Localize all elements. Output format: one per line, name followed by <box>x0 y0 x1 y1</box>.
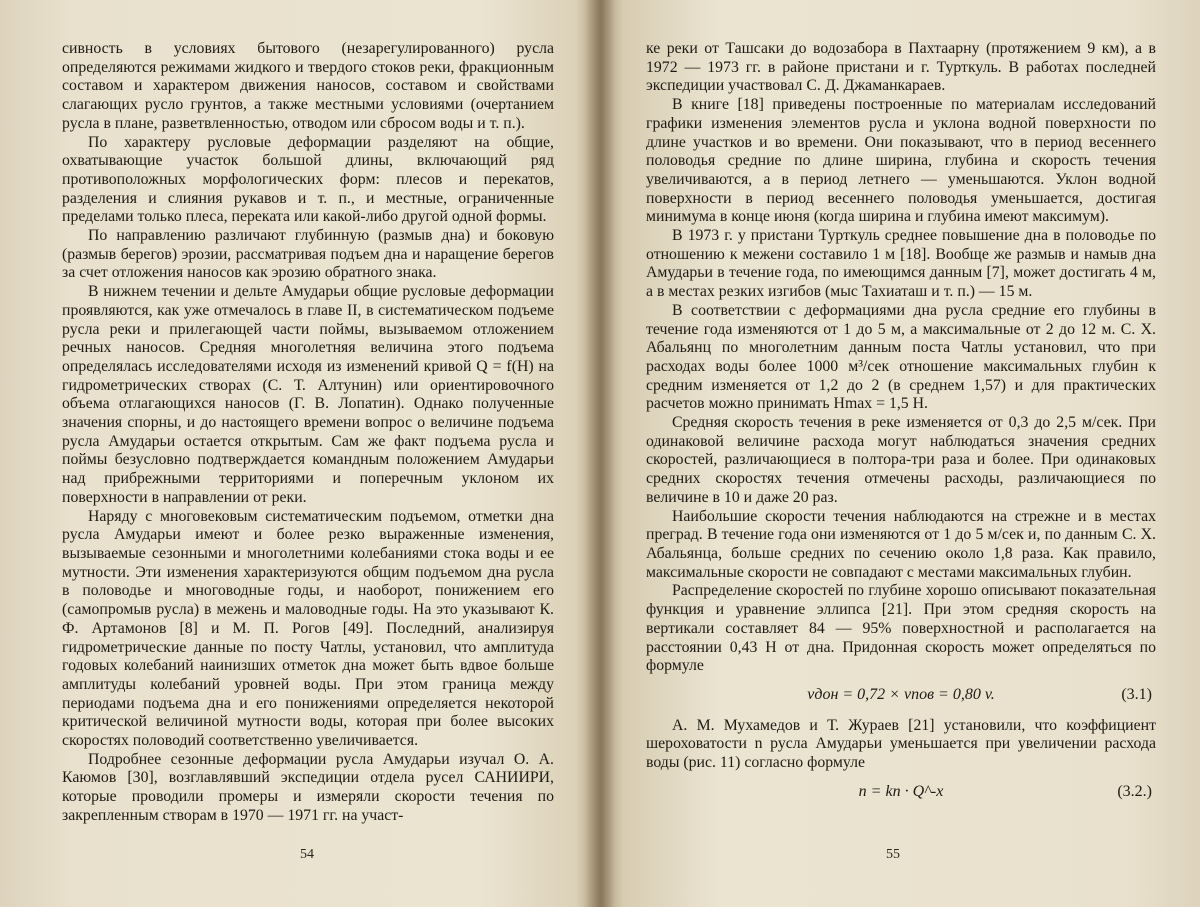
left-page <box>0 0 590 907</box>
formula-3-1 <box>646 686 1156 705</box>
right-paragraph-1: ке реки от Ташсаки до водозабора в Пахтаарну (протяжением 9 км), а в 1972 — 1973 гг. в районе пристани и г. Турткуль. В работах последней экспедиции участвовал С. Д. Джаманкараев. <box>646 40 1156 95</box>
right-page <box>610 0 1200 907</box>
page-number-right: 55 <box>886 847 900 862</box>
right-paragraph-7: Распределение скоростей по глубине хорошо описывают показательная функция и уравнение эллипса [21]. При этом средняя скорость на вертикали составляет 84 — 95% поверхностной и располагается на расстоянии 0,43 H от дна. Придонная скорость может определяться по формуле <box>646 582 1156 675</box>
right-paragraph-6: Наибольшие скорости течения наблюдаются на стрежне и в местах преград. В течение года они изменяются от 1 до 5 м/сек и, по данным С. Х. Абальянца, больше средних по сечению около 1,8 раза. Как правило, максимальные скорости не совпадают с местами максимальных глубин. <box>646 507 1156 581</box>
left-paragraph-3: По направлению различают глубинную (размыв дна) и боковую (размыв берегов) эрозии, рассматривая подъем дна и наращение берегов за счет отложения наносов как эрозию обратного знака. <box>62 227 554 282</box>
formula-3-1-number: (3.1) <box>1121 685 1152 703</box>
formula-3-2 <box>646 783 1156 802</box>
book-gutter <box>585 0 615 907</box>
right-paragraph-4: В соответствии с деформациями дна русла средние его глубины в течение года изменяются от 1 до 5 м, а максимальные от 2 до 12 м. С. Х. Абальянц по многолетним данным поста Чатлы установил, что при расходах воды более 1000 м³/сек отношение максимальных глубин к средним изменяется от 1,2 до 2 (в среднем 1,57) и для практических расчетов можно принимать Hmax = 1,5 H. <box>646 301 1156 413</box>
left-paragraph-5: Наряду с многовековым систематическим подъемом, отметки дна русла Амударьи имеют и более резко выраженные изменения, вызываемые сезонными и многолетними колебаниями стока воды и ее мутности. Эти изменения характеризуются общим подъемом дна русла в половодье и многоводные годы, и наоборот, понижением его (самопромыв русла) в межень и маловодные годы. На это указывают К. Ф. Артамонов [8] и М. П. Рогов [49]. Последний, анализируя гидрометрические данные по посту Чатлы, установил, что амплитуда годовых колебаний наинизших отметок дна может быть вдвое больше амплитуды колебаний уровней воды. При этом граница между периодами подъема дна и его понижениями определяется некоторой критической величиной мутности воды, которая при более высоких скоростях половодий соответственно увеличивается. <box>62 507 554 750</box>
right-paragraph-3: В 1973 г. у пристани Турткуль среднее повышение дна в половодье по отношению к межени составило 1 м [18]. Вообще же размыв и намыв дна Амударьи в течение года, по имеющимся данным [7], может достигать 4 м, а в местах резких изгибов (мыс Тахиаташ и т. п.) — 15 м. <box>646 227 1156 301</box>
left-paragraph-2: По характеру русловые деформации разделяют на общие, охватывающие участок большой длины, включающий ряд противоположных морфологических форм: плесов и перекатов, разделения и слияния рукавов и т. п., и местные, ограниченные пределами только плеса, переката или какой-либо другой одной формы. <box>62 133 554 226</box>
formula-3-2-expression: n = kn · Q^-x <box>858 782 944 800</box>
right-paragraph-5: Средняя скорость течения в реке изменяется от 0,3 до 2,5 м/сек. При одинаковой величине расхода могут наблюдаться значения средних скоростей, различающиеся в полтора-три раза и более. При одинаковых средних скоростях течения отмечены расходы, различающиеся по величине в 10 и даже 20 раз. <box>646 414 1156 506</box>
right-paragraph-2: В книге [18] приведены построенные по материалам исследований графики изменения элементов русла и уклона водной поверхности по длине участков и во времени. Они показывают, что в период весеннего половодья средние по длине ширина, глубина и скорость течения увеличиваются, а в период летнего — уменьшаются. Уклон водной поверхности в период весеннего половодья уменьшается, достигая минимума в конце июня (когда ширина и глубина имеют максимум). <box>646 96 1156 226</box>
formula-3-2-number: (3.2.) <box>1117 782 1152 800</box>
page-number-left: 54 <box>300 847 314 862</box>
left-paragraph-4: В нижнем течении и дельте Амударьи общие русловые деформации проявляются, как уже отмечалось в главе II, в систематическом подъеме русла реки и прилегающей части поймы, вызываемом отложением речных наносов. Средняя многолетняя величина этого подъема определялась исследователями исходя из изменений кривой Q = f(H) на гидрометрических створах (С. Т. Алтунин) или ориентировочного объема отлагающихся наносов (Г. В. Лопатин). Однако полученные значения спорны, и до настоящего времени вопрос о величине подъема русла Амударьи остается открытым. Сам же факт подъема русла и поймы безусловно подтверждается командным положением Амударьи над прибрежными территориями и поперечным уклоном их поверхности в направлении от реки. <box>62 283 554 506</box>
left-paragraph-1: сивность в условиях бытового (незарегулированного) русла определяются режимами жидкого и твердого стоков реки, фракционным составом и характером движения наносов, составом и свойствами слагающих русло грунтов, а также местными условиями (очертанием русла в плане, разветвленностью, отводом или сбросом воды и т. п.). <box>62 40 554 132</box>
formula-3-1-expression: vдон = 0,72 × vпов = 0,80 v. <box>807 685 995 703</box>
right-paragraph-8: А. М. Мухамедов и Т. Жураев [21] установили, что коэффициент шероховатости n русла Амударьи уменьшается при увеличении расхода воды (рис. 11) согласно формуле <box>646 716 1156 772</box>
left-paragraph-6: Подробнее сезонные деформации русла Амударьи изучал О. А. Каюмов [30], возглавлявший экспедиции отдела русел САНИИРИ, которые проводили промеры и измеряли скорости течения по закрепленным створам в 1970 — 1971 гг. на участ- <box>62 750 554 824</box>
